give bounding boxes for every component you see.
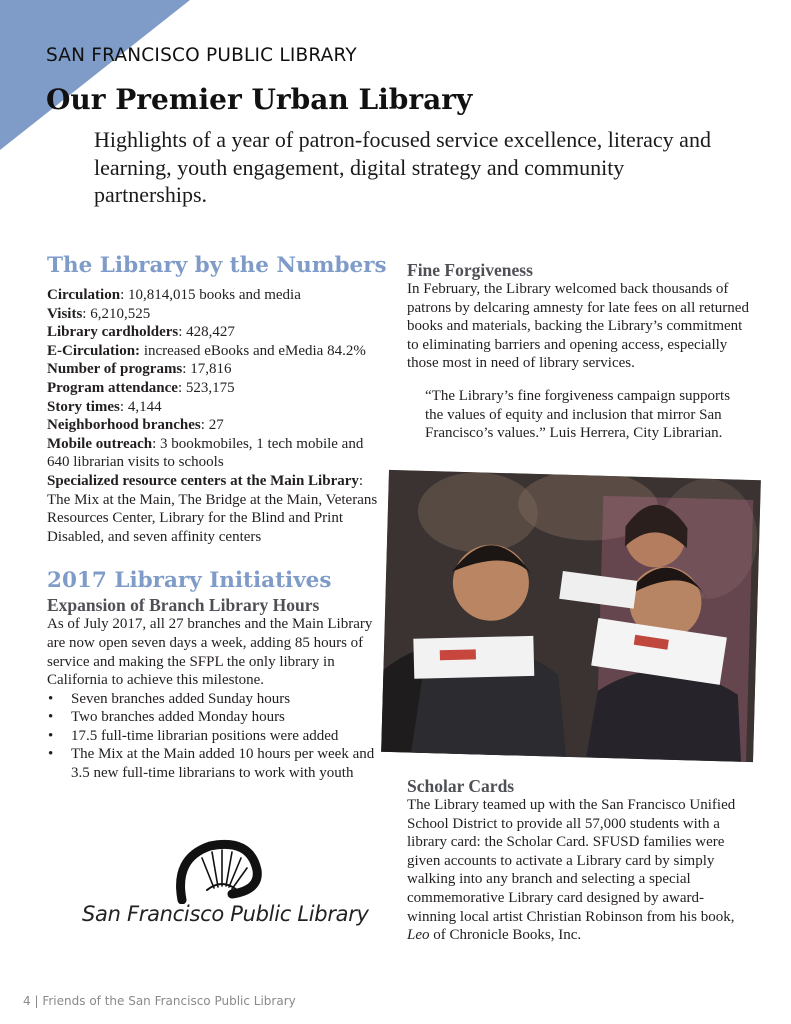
stat-item — [47, 435, 387, 472]
stat-label: E-Circulation: — [47, 342, 141, 359]
students-photo-illustration — [381, 470, 761, 762]
shell-logo-icon — [82, 838, 352, 904]
stat-label: Visits — [47, 305, 83, 322]
stat-label: Neighborhood branches — [47, 417, 201, 434]
kicker-label: SAN FRANCISCO PUBLIC LIBRARY — [46, 45, 357, 66]
stat-value: : The Mix at the Main, The Bridge at the Main, Veterans Resources Center, Library for the Blind and Print Disabled, and seven affinity centers — [47, 472, 378, 545]
fine-forgiveness-heading: Fine Forgiveness — [407, 260, 533, 280]
hours-subheading: Expansion of Branch Library Hours — [47, 595, 320, 616]
stat-label: Story times — [47, 398, 120, 415]
students-photo — [381, 470, 761, 762]
bullet-item: • Two branches added Monday hours — [47, 708, 387, 727]
bullet-item: • Seven branches added Sunday hours — [47, 690, 387, 709]
stat-value: : 6,210,525 — [82, 305, 151, 322]
fine-forgiveness-paragraph: In February, the Library welcomed back thousands of patrons by delcaring amnesty for late fees on all returned books and materials, backing the Library’s commitment to eliminating barriers and opening access, especially those most in need of library services. — [407, 281, 749, 372]
stat-item — [47, 323, 387, 342]
stat-value: : 17,816 — [182, 361, 232, 378]
stat-item — [47, 342, 387, 361]
scholar-cards-paragraph — [407, 796, 752, 945]
page-footer — [23, 994, 296, 1008]
stat-item — [47, 360, 387, 379]
scholar-cards-heading: Scholar Cards — [407, 776, 515, 796]
stat-item — [47, 472, 387, 546]
footer-text: Friends of the San Francisco Public Library — [42, 994, 296, 1008]
initiatives-heading: 2017 Library Initiatives — [47, 568, 332, 594]
scholar-cards-section — [407, 776, 752, 945]
stat-label: Mobile outreach — [47, 435, 153, 452]
footer-separator: | — [34, 994, 39, 1008]
stat-item — [47, 305, 387, 324]
stat-label: Specialized resource centers at the Main Library — [47, 472, 359, 489]
sfpl-logo — [82, 838, 369, 938]
book-title: Leo — [407, 927, 430, 944]
left-column — [47, 253, 387, 783]
stat-label: Library cardholders — [47, 324, 179, 341]
stat-value: : 4,144 — [119, 398, 162, 415]
stat-item — [47, 398, 387, 417]
stat-label: Program attendance — [47, 379, 178, 396]
stat-value: : 27 — [200, 417, 224, 434]
publisher-text: of Chronicle Books, Inc. — [429, 927, 582, 944]
fine-forgiveness-section — [407, 260, 752, 443]
stat-value: : 523,175 — [177, 379, 235, 396]
scholar-cards-body: The Library teamed up with the San Francisco Unified School District to provide all 57,000 students with a library card: the Scholar Card. SFUSD families were given accounts to activate a Library card by simply walking into any branch and selecting a special commemorative Library card designed by award-winning local artist Christian Robinson from his book, — [407, 797, 736, 925]
stat-value: increased eBooks and eMedia 84.2% — [140, 342, 366, 359]
bullet-item: • 17.5 full-time librarian positions were added — [47, 727, 387, 746]
stats-list — [47, 286, 387, 546]
stat-value: : 10,814,015 books and media — [120, 287, 301, 303]
stat-label: Number of programs — [47, 361, 183, 378]
hours-bullet-list — [47, 690, 387, 783]
logo-wordmark: San Francisco Public Library — [82, 902, 369, 926]
bullet-item: • The Mix at the Main added 10 hours per week and 3.5 new full-time librarians to work with youth — [47, 745, 387, 782]
page-number: 4 — [23, 994, 31, 1008]
page-title: Our Premier Urban Library — [46, 83, 473, 116]
page-subtitle: Highlights of a year of patron-focused service excellence, literacy and learning, youth engagement, digital strategy and community partnerships. — [94, 127, 711, 207]
numbers-heading: The Library by the Numbers — [47, 253, 387, 278]
hours-paragraph: As of July 2017, all 27 branches and the Main Library are now open seven days a week, adding 85 hours of service and making the SFPL the only library in California to achieve this milestone. — [47, 616, 373, 689]
stat-item — [47, 286, 387, 305]
librarian-quote: “The Library’s fine forgiveness campaign supports the values of equity and inclusion that mirror San Francisco’s values.” Luis Herrera, City Librarian. — [425, 387, 731, 442]
stat-item — [47, 416, 387, 435]
stat-item — [47, 379, 387, 398]
stat-value: : 428,427 — [178, 324, 235, 341]
stat-label: Circulation — [47, 287, 121, 303]
stat-value: : 3 bookmobiles, 1 tech mobile and 640 librarian visits to schools — [47, 435, 364, 471]
